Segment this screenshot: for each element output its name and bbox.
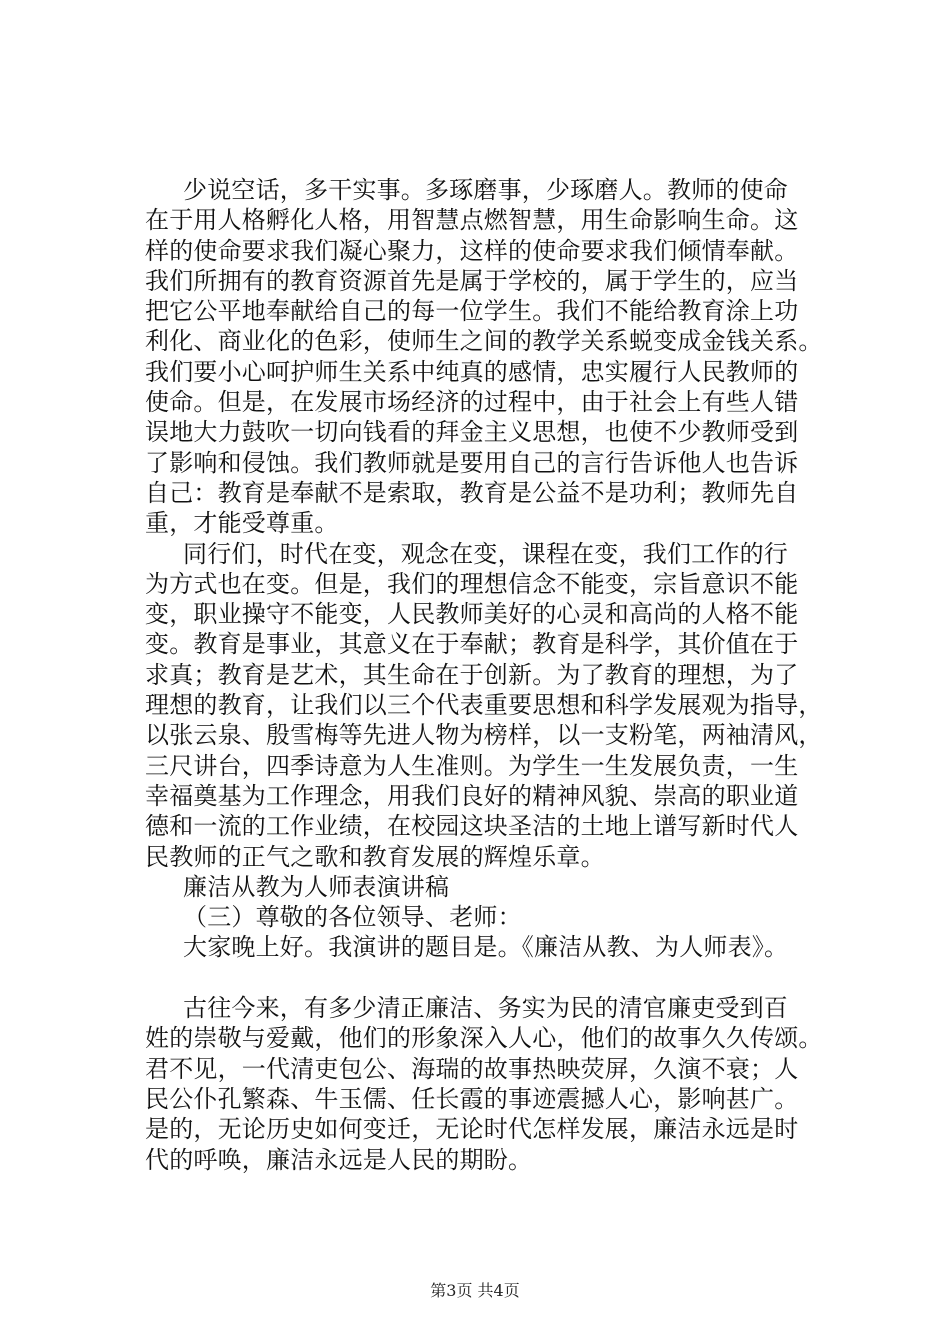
text-line: 变，职业操守不能变，人民教师美好的心灵和高尚的人格不能	[145, 600, 799, 629]
text-line: 我们所拥有的教育资源首先是属于学校的，属于学生的，应当	[145, 266, 799, 295]
page-footer: 第3页 共4页	[430, 1281, 520, 1300]
text-line: 理想的教育，让我们以三个代表重要思想和科学发展观为指导，	[145, 691, 823, 720]
text-line: 在于用人格孵化人格，用智慧点燃智慧，用生命影响生命。这	[145, 206, 799, 235]
text-line: 代的呼唤，廉洁永远是人民的期盼。	[145, 1145, 533, 1174]
section-title: 廉洁从教为人师表演讲稿	[183, 872, 450, 901]
text-line: 重，才能受尊重。	[145, 509, 339, 538]
text-line: 为方式也在变。但是，我们的理想信念不能变，宗旨意识不能	[145, 569, 799, 598]
text-line: 君不见，一代清吏包公、海瑞的故事热映荧屏，久演不衰；人	[145, 1054, 799, 1083]
text-line: 样的使命要求我们凝心聚力，这样的使命要求我们倾情奉献。	[145, 236, 799, 265]
text-line: 利化、商业化的色彩，使师生之间的教学关系蜕变成金钱关系。	[145, 327, 823, 356]
text-line: 民教师的正气之歌和教育发展的辉煌乐章。	[145, 842, 605, 871]
text-line: 变。教育是事业，其意义在于奉献；教育是科学，其价值在于	[145, 630, 799, 659]
text-line: 民公仆孔繁森、牛玉儒、任长霞的事迹震撼人心，影响甚广。	[145, 1084, 799, 1113]
text-line: 使命。但是，在发展市场经济的过程中，由于社会上有些人错	[145, 388, 799, 417]
text-line: 大家晚上好。我演讲的题目是。《廉洁从教、为人师表》。	[183, 933, 789, 962]
text-line: 少说空话，多干实事。多琢磨事，少琢磨人。教师的使命	[183, 176, 788, 204]
document-body	[145, 175, 865, 1175]
text-line: 是的，无论历史如何变迁，无论时代怎样发展，廉洁永远是时	[145, 1115, 799, 1144]
text-line: 古往今来，有多少清正廉洁、务实为民的清官廉吏受到百	[183, 994, 788, 1023]
text-line: 我们要小心呵护师生关系中纯真的感情，忠实履行人民教师的	[145, 357, 799, 386]
text-line: 幸福奠基为工作理念，用我们良好的精神风貌、崇高的职业道	[145, 781, 799, 810]
text-line: 以张云泉、殷雪梅等先进人物为榜样，以一支粉笔，两袖清风，	[145, 721, 823, 750]
text-line: 把它公平地奉献给自己的每一位学生。我们不能给教育涂上功	[145, 297, 799, 326]
text-line: （三）尊敬的各位领导、老师：	[183, 903, 522, 932]
text-line: 求真；教育是艺术，其生命在于创新。为了教育的理想，为了	[145, 660, 799, 689]
text-line: 三尺讲台，四季诗意为人生准则。为学生一生发展负责，一生	[145, 751, 799, 780]
paragraph-gap	[145, 963, 865, 993]
text-line: 了影响和侵蚀。我们教师就是要用自己的言行告诉他人也告诉	[145, 448, 799, 477]
text-line: 误地大力鼓吹一切向钱看的拜金主义思想，也使不少教师受到	[145, 418, 799, 447]
text-line: 同行们，时代在变，观念在变，课程在变，我们工作的行	[183, 539, 788, 568]
text-line: 德和一流的工作业绩，在校园这块圣洁的土地上谱写新时代人	[145, 812, 799, 841]
text-line: 自己：教育是奉献不是索取，教育是公益不是功利；教师先自	[145, 478, 799, 507]
text-line: 姓的崇敬与爱戴，他们的形象深入人心，他们的故事久久传颂。	[145, 1024, 823, 1053]
